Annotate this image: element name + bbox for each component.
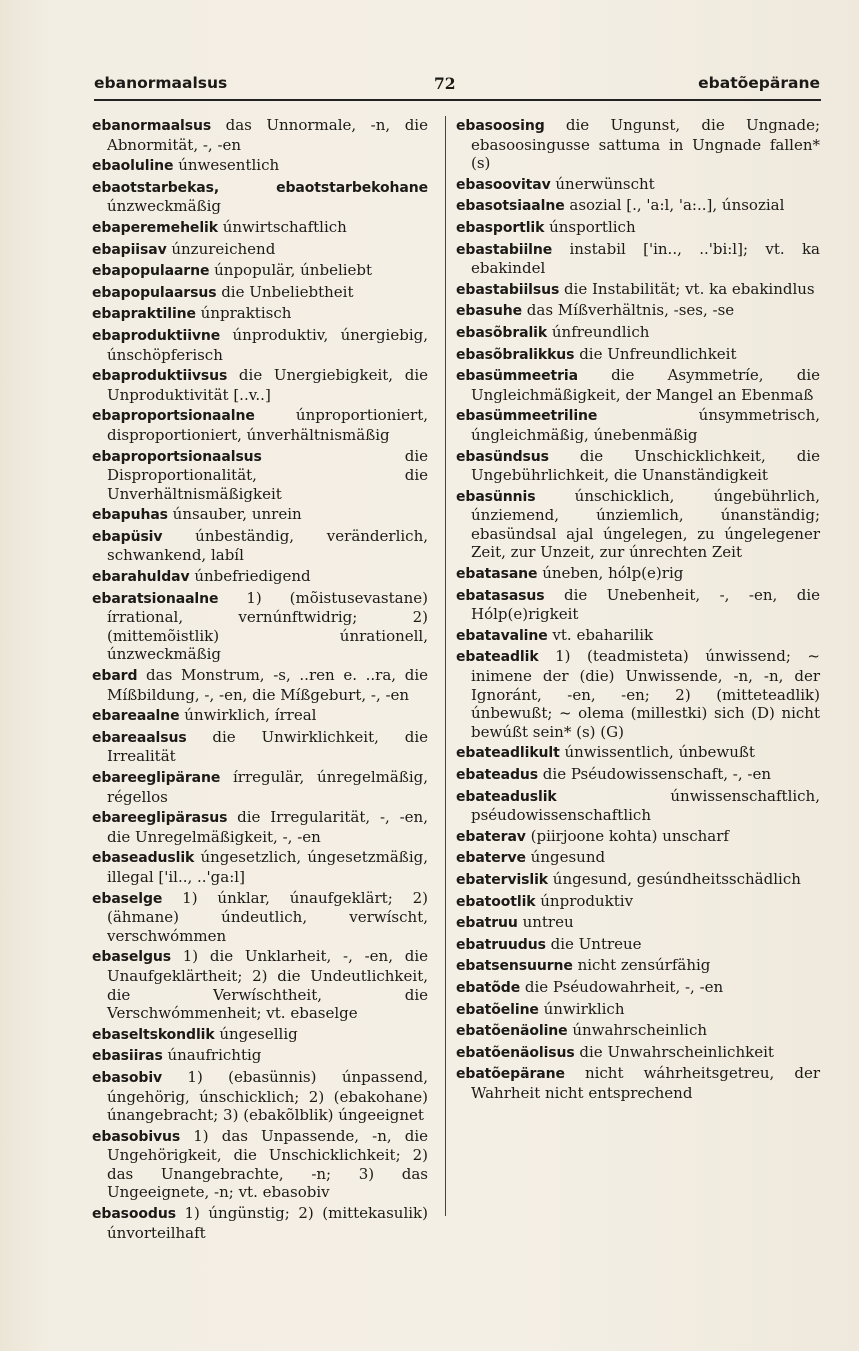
page-number: 72 xyxy=(434,74,456,93)
entry-definition: únwissentlich, únbewußt xyxy=(559,743,755,762)
entry-definition: die Pséudowissenschaft, -, -en xyxy=(538,765,771,783)
dictionary-entry xyxy=(92,304,428,324)
entry-headword: ebaterve xyxy=(456,850,526,867)
entry-definition: die Instabilität; vt. ka ebakindlus xyxy=(559,279,815,298)
dictionary-entry xyxy=(456,626,820,646)
dictionary-entry xyxy=(456,1000,820,1020)
entry-definition: 1) die Unklarheit, -, -en, die Unaufgeklärtheit; 2) die Undeutlichkeit, die Verwíschtheit, die Verschwómmenheit; vt. ebaselge xyxy=(107,947,428,1023)
dictionary-entry xyxy=(92,768,428,806)
entry-headword: ebaoluline xyxy=(92,158,174,175)
entry-headword: ebastabiilsus xyxy=(456,281,560,298)
entry-definition: úneben, hólp(e)rig xyxy=(537,564,684,583)
dictionary-entry xyxy=(456,586,820,624)
dictionary-entry xyxy=(92,156,428,176)
entry-definition: die Asymmetríe, die Ungleichmäßigkeit, der Mangel an Ebenmaß xyxy=(471,366,820,404)
entry-definition: die Ungunst, die Ungnade; ebasoosingusse sattuma in Ungnade fallen* (s) xyxy=(471,116,820,173)
dictionary-entry xyxy=(456,743,820,763)
entry-definition: únwirklich xyxy=(538,999,625,1018)
dictionary-entry xyxy=(456,323,820,343)
entry-definition: únwirtschaftlich xyxy=(217,217,347,236)
dictionary-entry xyxy=(456,913,820,933)
entry-headword: ebasoodus xyxy=(92,1206,176,1223)
entry-definition: úngesund xyxy=(525,848,606,867)
entry-definition: das Unnormale, -n, die Abnormität, -, -en xyxy=(107,116,428,154)
dictionary-entry xyxy=(456,848,820,868)
entry-headword: ebapopulaarsus xyxy=(92,284,217,301)
entry-definition: únproduktiv xyxy=(535,891,634,910)
entry-definition: únaufrichtig xyxy=(162,1046,262,1065)
dictionary-entry xyxy=(456,978,820,998)
entry-headword: ebateaduslik xyxy=(456,788,557,805)
dictionary-entry xyxy=(456,647,820,741)
entry-definition: únwissenschaftlich, pséudowissenschaftlich xyxy=(471,786,820,825)
entry-definition: únwirklich, írreal xyxy=(179,706,317,725)
entry-headword: ebaselge xyxy=(92,890,163,907)
dictionary-entry xyxy=(456,345,820,365)
entry-definition: die Untreue xyxy=(545,934,642,953)
entry-definition: die Unwahrscheinlichkeit xyxy=(574,1042,774,1061)
dictionary-entry xyxy=(456,935,820,955)
entry-definition: die Unbeliebtheit xyxy=(216,282,354,301)
dictionary-entry xyxy=(92,706,428,726)
page-header xyxy=(94,74,820,98)
entry-definition: die Disproportionalität, die Unverhältnismäßigkeit xyxy=(107,446,428,503)
dictionary-entry xyxy=(456,827,820,847)
entry-definition: die Unfreundlichkeit xyxy=(574,344,737,363)
dictionary-entry xyxy=(456,406,820,444)
entry-headword: ebaperemehelik xyxy=(92,219,218,236)
entry-headword: ebaselgus xyxy=(92,949,172,966)
dictionary-entry xyxy=(456,301,820,321)
entry-headword: ebateadlik xyxy=(456,649,539,666)
entry-definition: únwesentlich xyxy=(173,156,280,175)
entry-headword: ebatõde xyxy=(456,979,521,996)
dictionary-entry xyxy=(456,240,820,278)
entry-definition: únsportlich xyxy=(544,217,636,236)
right-column xyxy=(456,116,820,1105)
dictionary-entry xyxy=(92,218,428,238)
entry-definition: únzweckmäßig xyxy=(107,197,222,216)
entry-definition: die Unschicklichkeit, die Ungebührlichkeit, die Unanständigkeit xyxy=(471,446,820,485)
entry-definition: vt. ebaharilik xyxy=(547,625,654,644)
entry-definition: nicht wáhrheitsgetreu, der Wahrheit nicht entsprechend xyxy=(471,1064,820,1102)
dictionary-entry xyxy=(92,366,428,404)
entry-definition: únwahrscheinlich xyxy=(567,1021,708,1040)
entry-headword: ebaotstarbekas, ebaotstarbekohane xyxy=(92,179,428,196)
entry-headword: ebatõenäoline xyxy=(456,1023,568,1040)
dictionary-entry xyxy=(92,406,428,444)
dictionary-entry xyxy=(456,956,820,976)
entry-headword: ebasoovitav xyxy=(456,176,551,193)
entry-headword: ebatasasus xyxy=(456,587,545,604)
entry-headword: ebaproportsionaalsus xyxy=(92,448,262,465)
entry-headword: ebatruudus xyxy=(456,936,546,953)
dictionary-entry xyxy=(456,196,820,216)
entry-headword: ebaratsionaalne xyxy=(92,590,219,607)
entry-definition: 1) (ebasünnis) únpassend, úngehörig, únschicklich; 2) (ebakohane) únangebracht; 3) (ebakõlblik) úngeeignet xyxy=(107,1067,428,1125)
dictionary-entry xyxy=(92,1068,428,1125)
entry-definition: únsymmetrisch, úngleichmäßig, únebenmäßig xyxy=(471,406,820,444)
entry-headword: ebareaalsus xyxy=(92,729,187,746)
entry-headword: ebapopulaarne xyxy=(92,263,210,280)
entry-definition: úngesetzlich, úngesetzmäßig, illegal ['il.., ..'ga:l] xyxy=(107,848,428,886)
header-rule xyxy=(94,99,821,101)
dictionary-entry xyxy=(456,892,820,912)
entry-definition: (piirjoone kohta) unscharf xyxy=(525,826,729,845)
dictionary-entry xyxy=(456,366,820,404)
dictionary-entry xyxy=(456,280,820,300)
dictionary-entry xyxy=(456,564,820,584)
entry-definition: instabil ['in.., ..'bi:l]; vt. ka ebakindel xyxy=(471,239,820,278)
entry-headword: ebareaalne xyxy=(92,708,180,725)
entry-headword: ebasotsiaalne xyxy=(456,198,565,215)
entry-headword: ebapüsiv xyxy=(92,528,163,545)
entry-definition: das Míßverhältnis, -ses, -se xyxy=(522,301,735,320)
entry-headword: ebasuhe xyxy=(456,303,523,320)
entry-headword: ebasünnis xyxy=(456,488,536,505)
entry-headword: ebaterav xyxy=(456,828,526,845)
entry-definition: asozial [., 'a:l, 'a:..], únsozial xyxy=(564,196,785,215)
dictionary-entry xyxy=(456,447,820,485)
entry-headword: ebarahuldav xyxy=(92,569,190,586)
entry-definition: die Unwirklichkeit, die Irrealität xyxy=(107,727,428,766)
dictionary-entry xyxy=(456,870,820,890)
entry-definition: únproportioniert, disproportioniert, únverhältnismäßig xyxy=(107,406,428,444)
dictionary-entry xyxy=(92,589,428,664)
dictionary-entry xyxy=(456,1064,820,1102)
entry-definition: únpopulär, únbeliebt xyxy=(209,261,373,280)
dictionary-entry xyxy=(456,175,820,195)
dictionary-entry xyxy=(92,505,428,525)
entry-headword: ebaseaduslik xyxy=(92,850,195,867)
entry-definition: die Irregularität, -, -en, die Unregelmäßigkeit, -, -en xyxy=(107,808,428,846)
dictionary-entry xyxy=(456,116,820,173)
entry-definition: die Unergiebigkeit, die Unproduktivität [..v..] xyxy=(107,366,428,404)
entry-definition: úngesellig xyxy=(214,1024,298,1043)
entry-definition: únerwünscht xyxy=(550,174,655,193)
entry-headword: ebareeglipärasus xyxy=(92,810,228,827)
entry-headword: ebatõepärane xyxy=(456,1066,565,1083)
dictionary-entry xyxy=(456,765,820,785)
entry-headword: ebapuhas xyxy=(92,507,168,524)
dictionary-entry xyxy=(92,240,428,260)
entry-headword: ebasoosing xyxy=(456,118,545,134)
dictionary-entry xyxy=(92,178,428,216)
dictionary-entry xyxy=(92,666,428,704)
entry-headword: ebasümmeetria xyxy=(456,368,578,385)
entry-definition: 1) das Unpassende, -n, die Ungehörigkeit, die Unschicklichkeit; 2) das Unangebrachte, -n; 3) das Ungeeignete, -n; vt. ebasobiv xyxy=(107,1126,428,1202)
dictionary-entry xyxy=(92,848,428,886)
entry-headword: ebatõeline xyxy=(456,1001,539,1018)
dictionary-entry xyxy=(456,787,820,825)
entry-headword: ebard xyxy=(92,668,138,685)
entry-definition: únproduktiv, únergiebig, únschöpferisch xyxy=(107,325,428,364)
dictionary-entry xyxy=(92,1046,428,1066)
dictionary-entry xyxy=(92,116,428,154)
entry-definition: 1) únklar, únaufgeklärt; 2) (ähmane) úndeutlich, verwíscht, verschwómmen xyxy=(107,888,428,945)
entry-headword: ebasümmeetriline xyxy=(456,408,598,425)
entry-headword: ebasõbralikkus xyxy=(456,346,575,363)
entry-headword: ebaproportsionaalne xyxy=(92,408,255,425)
dictionary-entry xyxy=(92,728,428,766)
entry-headword: ebasobivus xyxy=(92,1128,181,1145)
dictionary-entry xyxy=(456,1043,820,1063)
entry-headword: ebasündsus xyxy=(456,448,549,465)
header-first-word: ebanormaalsus xyxy=(94,74,228,92)
entry-definition: das Monstrum, -s, ..ren e. ..ra, die Míßbildung, -, -en, die Míßgeburt, -, -en xyxy=(107,666,428,704)
dictionary-entry xyxy=(456,218,820,238)
entry-definition: únfreundlich xyxy=(547,322,650,341)
entry-headword: ebateadus xyxy=(456,767,539,783)
entry-definition: die Pséudowahrheit, -, -en xyxy=(520,977,724,996)
entry-definition: untreu xyxy=(517,913,574,932)
entry-definition: únbefriedigend xyxy=(189,567,311,586)
column-divider xyxy=(445,116,446,1216)
entry-headword: ebapiisav xyxy=(92,241,167,258)
entry-headword: ebatõenäolisus xyxy=(456,1044,575,1061)
entry-headword: ebatruu xyxy=(456,915,518,932)
entry-headword: ebasportlik xyxy=(456,219,545,236)
entry-headword: ebatasane xyxy=(456,566,538,583)
entry-definition: nicht zensúrfähig xyxy=(572,956,711,975)
header-last-word: ebatõepärane xyxy=(698,74,820,92)
entry-definition: 1) (teadmisteta) únwissend; ~ inimene der (die) Unwissende, -n, -n, der Ignoránt, -en, -en; 2) (mitteteadlik) únbewußt; ~ olema (millestki) sich (D) nicht bewúßt sein* (s) (G) xyxy=(471,647,820,741)
dictionary-entry xyxy=(92,1204,428,1242)
dictionary-entry xyxy=(92,326,428,364)
dictionary-entry xyxy=(92,527,428,565)
entry-definition: únschicklich, úngebührlich, únziemend, únziemlich, únanständig; ebasündsal ajal úngelegen, zu úngelegener Zeit, zur Unzeit, zur únrechten Zeit xyxy=(471,486,820,562)
entry-headword: ebatavaline xyxy=(456,627,548,644)
entry-headword: ebaseltskondlik xyxy=(92,1026,215,1043)
dictionary-entry xyxy=(92,808,428,846)
dictionary-entry xyxy=(92,567,428,587)
left-column xyxy=(92,116,428,1244)
entry-headword: ebanormaalsus xyxy=(92,118,212,134)
entry-headword: ebatsensuurne xyxy=(456,958,573,975)
entry-definition: únsauber, unrein xyxy=(167,505,302,524)
dictionary-entry xyxy=(92,261,428,281)
entry-definition: 1) úngünstig; 2) (mittekasulik) únvorteilhaft xyxy=(107,1204,428,1242)
entry-definition: únbeständig, veränderlich, schwankend, labíl xyxy=(107,526,428,565)
entry-definition: die Unebenheit, -, -en, die Hólp(e)rigkeit xyxy=(471,585,820,624)
dictionary-entry xyxy=(92,447,428,504)
entry-headword: ebateadlikult xyxy=(456,745,560,762)
entry-headword: ebasobiv xyxy=(92,1069,163,1086)
entry-definition: úngesund, gesúndheitsschädlich xyxy=(548,869,801,888)
entry-definition: 1) (mõistusevastane) írrational, vernúnftwidrig; 2) (mittemõistlik) únrationell, únzweckmäßig xyxy=(107,588,428,664)
entry-headword: ebareeglipärane xyxy=(92,770,221,786)
dictionary-entry xyxy=(456,487,820,562)
entry-definition: írregulär, únregelmäßig, régellos xyxy=(107,768,428,806)
entry-headword: ebatootlik xyxy=(456,893,536,910)
entry-headword: ebasõbralik xyxy=(456,324,548,341)
entry-definition: únpraktisch xyxy=(195,304,292,323)
entry-headword: ebaproduktiivsus xyxy=(92,368,228,385)
dictionary-entry xyxy=(92,889,428,946)
entry-headword: ebatervislik xyxy=(456,871,549,888)
entry-headword: ebasiiras xyxy=(92,1048,163,1065)
entry-definition: únzureichend xyxy=(166,239,276,258)
dictionary-entry xyxy=(92,947,428,1022)
entry-headword: ebastabiilne xyxy=(456,241,553,258)
dictionary-entry xyxy=(456,1021,820,1041)
entry-headword: ebaproduktiivne xyxy=(92,327,221,344)
dictionary-entry xyxy=(92,1127,428,1202)
dictionary-entry xyxy=(92,1025,428,1045)
entry-headword: ebapraktiline xyxy=(92,306,196,323)
dictionary-entry xyxy=(92,283,428,303)
